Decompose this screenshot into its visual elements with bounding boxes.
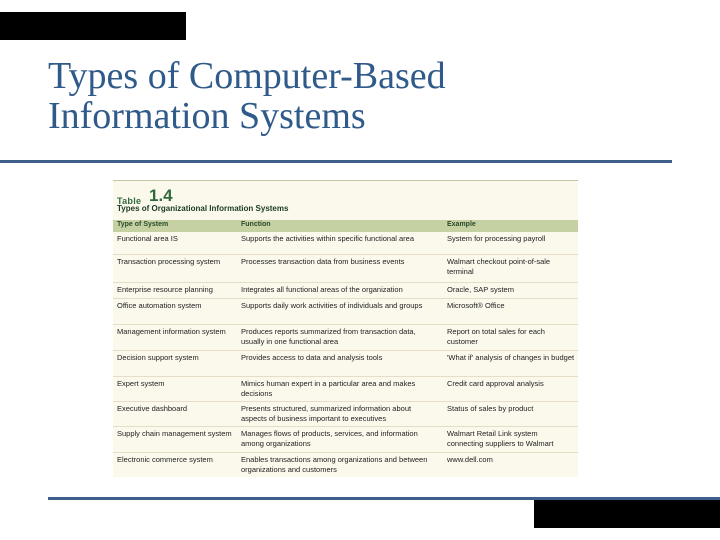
cell-function: Presents structured, summarized information about aspects of business important to executives <box>241 404 412 423</box>
table-row <box>113 255 578 283</box>
cell-example: www.dell.com <box>447 455 493 464</box>
cell-type: Transaction processing system <box>117 257 221 266</box>
cell-type: Office automation system <box>117 301 202 310</box>
top-left-decor-bar <box>0 12 186 40</box>
cell-function: Supports the activities within specific functional area <box>241 234 415 243</box>
cell-type: Expert system <box>117 379 165 388</box>
cell-example: Oracle, SAP system <box>447 285 514 294</box>
table-row <box>113 427 578 453</box>
header-example: Example <box>447 221 476 228</box>
table-header-row <box>113 220 578 232</box>
cell-type: Management information system <box>117 327 226 336</box>
cell-example: Microsoft® Office <box>447 301 505 310</box>
table-row <box>113 377 578 402</box>
cell-type: Enterprise resource planning <box>117 285 213 294</box>
info-systems-table <box>113 180 578 477</box>
table-top-rule <box>113 180 578 181</box>
table-subtitle: Types of Organizational Information Systems <box>117 204 289 213</box>
cell-function: Enables transactions among organizations and between organizations and customers <box>241 455 428 474</box>
cell-type: Electronic commerce system <box>117 455 213 464</box>
cell-type: Executive dashboard <box>117 404 188 413</box>
header-function: Function <box>241 221 271 228</box>
cell-example: Status of sales by product <box>447 404 534 413</box>
cell-example: Walmart Retail Link system connecting suppliers to Walmart <box>447 429 554 448</box>
cell-type: Decision support system <box>117 353 199 362</box>
cell-function: Supports daily work activities of individuals and groups <box>241 301 423 310</box>
table-row <box>113 351 578 377</box>
cell-type: Supply chain management system <box>117 429 232 438</box>
header-type: Type of System <box>117 221 169 228</box>
cell-function: Provides access to data and analysis tools <box>241 353 383 362</box>
slide-title-line-1: Types of Computer-Based <box>48 55 446 97</box>
cell-example: Credit card approval analysis <box>447 379 544 388</box>
bottom-right-decor-bar <box>534 500 720 528</box>
cell-function: Mimics human expert in a particular area and makes decisions <box>241 379 416 398</box>
cell-function: Manages flows of products, services, and information among organizations <box>241 429 418 448</box>
table-row <box>113 325 578 351</box>
cell-example: 'What if' analysis of changes in budget <box>447 353 575 362</box>
table-row <box>113 232 578 255</box>
slide-title-line-2: Information Systems <box>48 95 366 137</box>
table-row <box>113 402 578 427</box>
slide-title <box>48 56 608 136</box>
cell-example: Walmart checkout point-of-sale terminal <box>447 257 551 276</box>
table-row <box>113 299 578 325</box>
cell-function: Produces reports summarized from transaction data, usually in one functional area <box>241 327 416 346</box>
table-row <box>113 453 578 476</box>
cell-function: Processes transaction data from business events <box>241 257 405 266</box>
cell-function: Integrates all functional areas of the organization <box>241 285 403 294</box>
cell-example: Report on total sales for each customer <box>447 327 545 346</box>
table-caption-word: Table <box>117 196 142 206</box>
title-divider <box>0 160 672 163</box>
table-caption-number: 1.4 <box>149 186 173 205</box>
cell-example: System for processing payroll <box>447 234 546 243</box>
table-row <box>113 283 578 299</box>
cell-type: Functional area IS <box>117 234 178 243</box>
